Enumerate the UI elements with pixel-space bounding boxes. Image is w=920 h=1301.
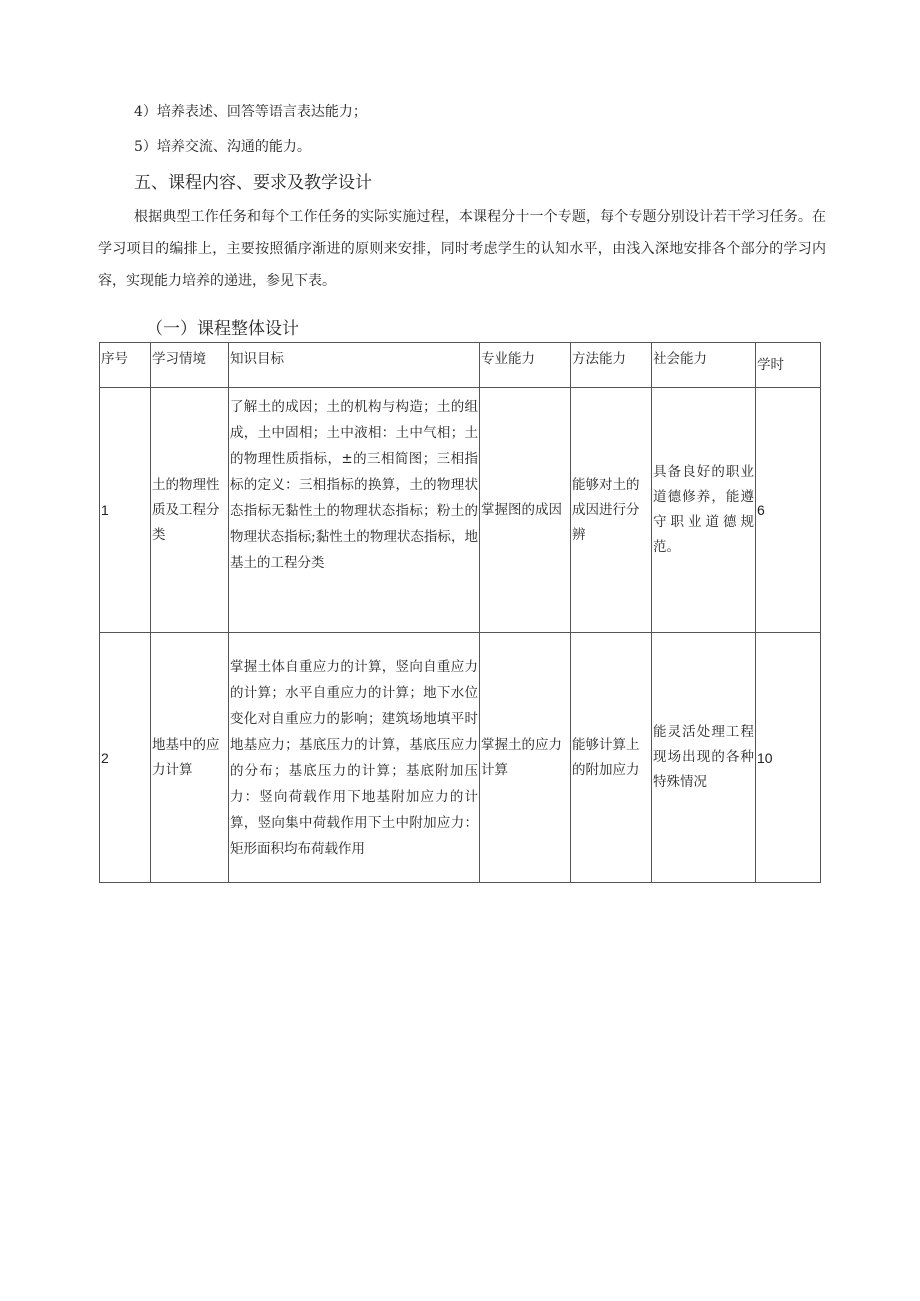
header-method: 方法能力: [571, 343, 652, 388]
row-method: 能够计算上的附加应力: [571, 633, 652, 883]
header-professional: 专业能力: [480, 343, 571, 388]
table-row: [100, 633, 821, 883]
table-row: [100, 388, 821, 633]
row-social: 具备良好的职业道德修养，能遵守职业道德规范。: [652, 388, 756, 633]
row-professional: 掌握图的成因: [480, 388, 571, 633]
row-no: 2: [100, 633, 151, 883]
header-knowledge: 知识目标: [229, 343, 480, 388]
list-item-4: 4）培养表述、回答等语言表达能力；: [134, 104, 367, 120]
row-knowledge: 掌握土体自重应力的计算，竖向自重应力的计算；水平自重应力的计算；地下水位变化对自重应力的影响；建筑场地填平时地基应力；基底压力的计算，基底压应力的分布；基底压力的计算；基底附加压力：竖向荷载作用下地基附加应力的计算，竖向集中荷载作用下土中附加应力：矩形面积均布荷载作用: [229, 633, 480, 883]
row-no: 1: [100, 388, 151, 633]
row-hours: 6: [756, 388, 821, 633]
subsection-title: （一）课程整体设计: [146, 319, 299, 339]
row-knowledge: 了解土的成因；土的机构与构造；土的组成，土中固相；土中液相：土中气相；土的物理性质指标，±的三相简图；三相指标的定义：三相指标的换算，土的物理状态指标无黏性土的物理状态指标；粉土的物理状态指标;黏性土的物理状态指标，地基土的工程分类: [229, 388, 480, 633]
section-title: 五、课程内容、要求及教学设计: [134, 173, 372, 193]
header-no: 序号: [100, 343, 151, 388]
course-design-table: [99, 342, 821, 883]
intro-paragraph: 根据典型工作任务和每个工作任务的实际实施过程，本课程分十一个专题，每个专题分别设计若干学习任务。在学习项目的编排上，主要按照循序渐进的原则来安排，同时考虑学生的认知水平，由浅入深地安排各个部分的学习内容，实现能力培养的递进，参见下表。: [98, 209, 826, 289]
row-scenario: 地基中的应力计算: [151, 633, 229, 883]
header-hours: 学时: [756, 343, 821, 388]
header-scenario: 学习情境: [151, 343, 229, 388]
row-social: 能灵活处理工程现场出现的各种特殊情况: [652, 633, 756, 883]
list-item-5: 5）培养交流、沟通的能力。: [134, 139, 311, 155]
header-social: 社会能力: [652, 343, 756, 388]
row-scenario: 土的物理性质及工程分类: [151, 388, 229, 633]
row-hours: 10: [756, 633, 821, 883]
table-header-row: [100, 343, 821, 388]
row-method: 能够对土的成因进行分辨: [571, 388, 652, 633]
row-professional: 掌握土的应力计算: [480, 633, 571, 883]
